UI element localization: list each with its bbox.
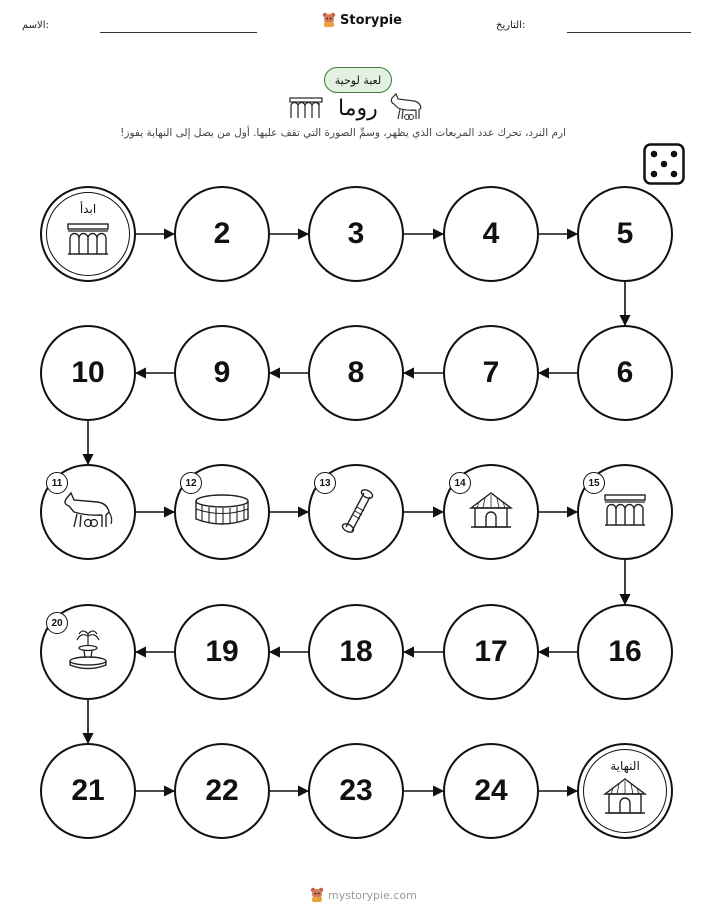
name-label: الاسم: <box>22 20 49 31</box>
space-number-badge: 11 <box>46 472 68 494</box>
board-space-13[interactable] <box>308 464 404 560</box>
board-space-7[interactable] <box>443 325 539 421</box>
board-space-20[interactable] <box>40 604 136 700</box>
page-title: روما <box>338 96 378 121</box>
board-space-18[interactable] <box>308 604 404 700</box>
board-space-17[interactable] <box>443 604 539 700</box>
space-number: 4 <box>482 217 500 250</box>
space-number: 7 <box>482 356 500 389</box>
fountain-icon <box>67 628 109 676</box>
hut-icon <box>601 776 649 820</box>
board-space-23[interactable] <box>308 743 404 839</box>
board-space-24[interactable] <box>443 743 539 839</box>
board-space-8[interactable] <box>308 325 404 421</box>
space-number: 21 <box>71 774 105 807</box>
board-space-22[interactable] <box>174 743 270 839</box>
space-number: 9 <box>213 356 231 389</box>
scroll-icon <box>336 487 376 537</box>
space-number: 2 <box>213 217 231 250</box>
space-number: 6 <box>616 356 634 389</box>
finish-label: النهاية <box>610 759 640 773</box>
board-space-21[interactable] <box>40 743 136 839</box>
footer-url: mystorypie.com <box>328 888 417 902</box>
space-number: 19 <box>205 635 239 668</box>
instructions: ارم النرد، تحرك عدد المربعات الذي يظهر، وسمِّ الصورة التي تقف عليها. أول من يصل إلى النهاية يفوز! <box>120 127 566 139</box>
start-label: ابدأ <box>79 202 97 216</box>
space-number: 10 <box>71 356 105 389</box>
she-wolf-icon <box>61 490 115 534</box>
board-space-5[interactable] <box>577 186 673 282</box>
space-number: 23 <box>339 774 373 807</box>
board-space-3[interactable] <box>308 186 404 282</box>
space-number-badge: 13 <box>314 472 336 494</box>
board-space-15[interactable] <box>577 464 673 560</box>
board-space-10[interactable] <box>40 325 136 421</box>
bear-logo-icon <box>310 887 324 903</box>
space-number-badge: 12 <box>180 472 202 494</box>
space-number: 24 <box>474 774 508 807</box>
colonnade-icon <box>66 222 110 260</box>
game-type-tag: لعبة لوحية <box>324 67 392 93</box>
space-number: 18 <box>339 635 373 668</box>
date-label: التاريخ: <box>496 20 526 31</box>
finish-space[interactable] <box>577 743 673 839</box>
board-space-12[interactable] <box>174 464 270 560</box>
board-space-14[interactable] <box>443 464 539 560</box>
board-space-4[interactable] <box>443 186 539 282</box>
board-space-19[interactable] <box>174 604 270 700</box>
board-space-16[interactable] <box>577 604 673 700</box>
space-number: 3 <box>347 217 365 250</box>
footer <box>310 887 417 903</box>
space-number: 5 <box>616 217 634 250</box>
start-space[interactable] <box>40 186 136 282</box>
space-number: 17 <box>474 635 508 668</box>
board-space-11[interactable] <box>40 464 136 560</box>
hut-icon <box>467 490 515 534</box>
space-number: 8 <box>347 356 365 389</box>
brand-name: Storypie <box>340 12 402 28</box>
space-number: 22 <box>205 774 239 807</box>
space-number: 16 <box>608 635 642 668</box>
colosseum-icon <box>194 493 250 531</box>
space-number-badge: 15 <box>583 472 605 494</box>
space-number-badge: 14 <box>449 472 471 494</box>
space-number-badge: 20 <box>46 612 68 634</box>
board-space-6[interactable] <box>577 325 673 421</box>
board-space-9[interactable] <box>174 325 270 421</box>
board-space-2[interactable] <box>174 186 270 282</box>
colonnade-icon <box>603 493 647 531</box>
